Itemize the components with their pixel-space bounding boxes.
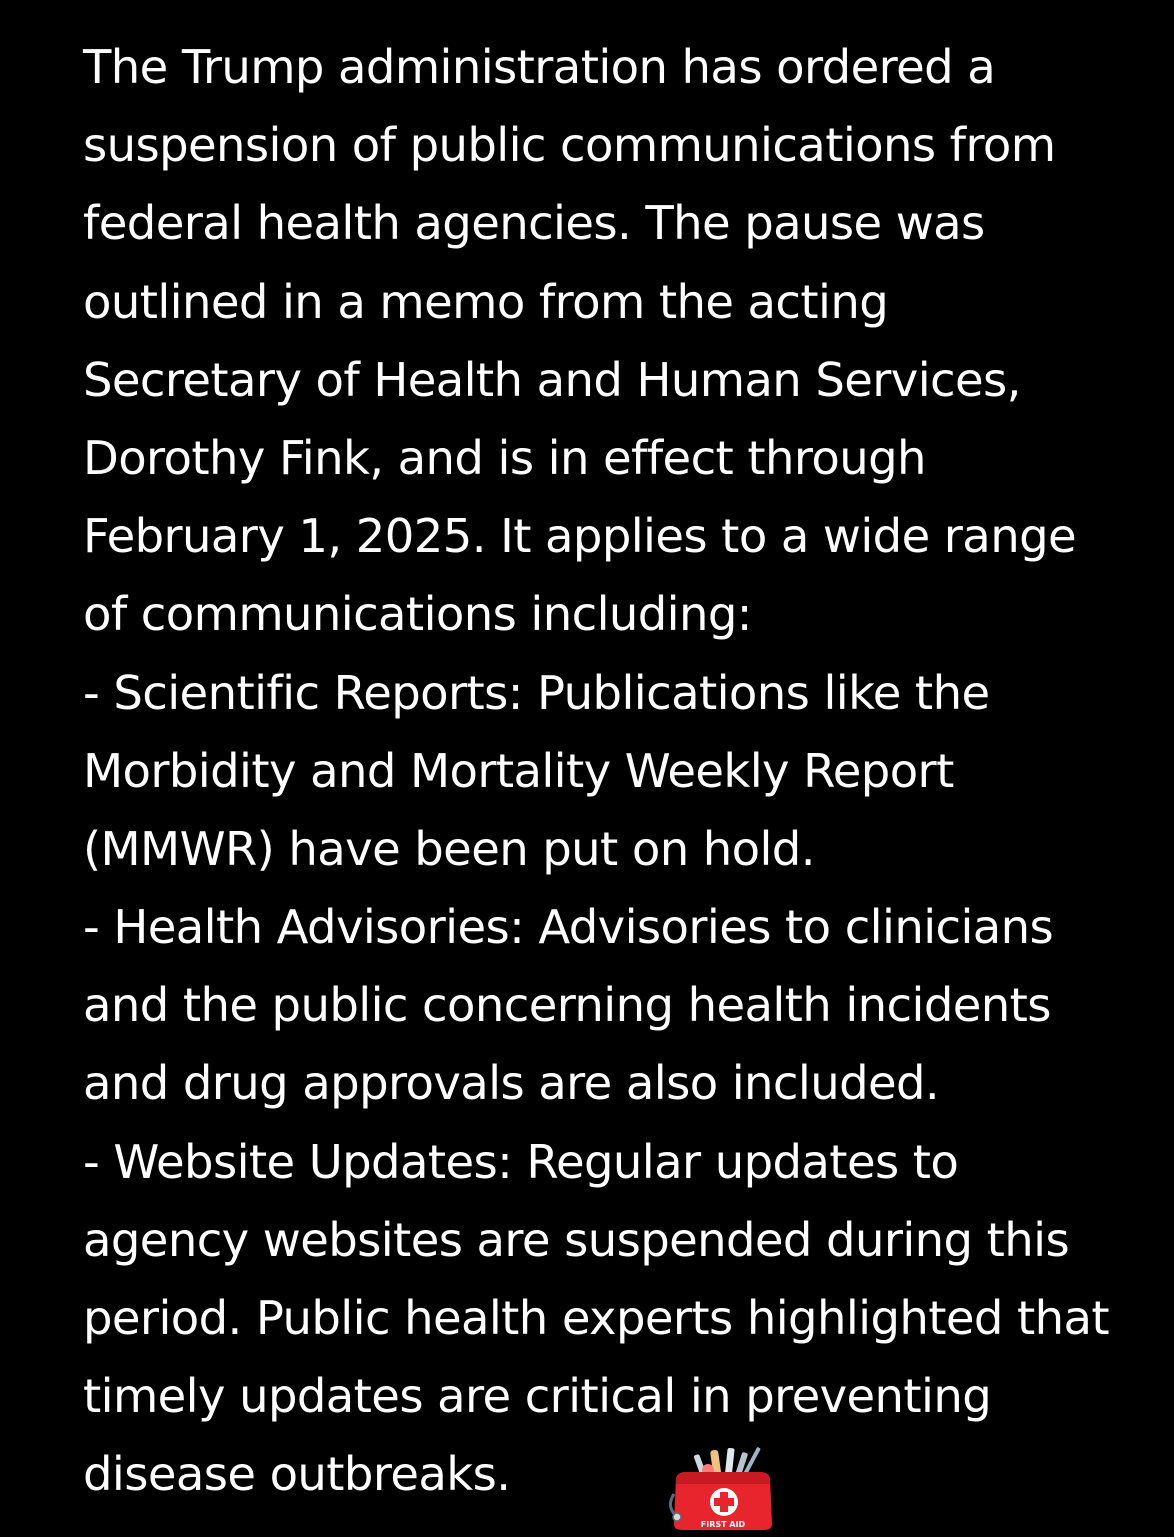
- note-line: Dorothy Fink, and is in effect through: [83, 430, 926, 485]
- note-line: and the public concerning health incidents: [83, 978, 1051, 1033]
- note-line: suspension of public communications from: [83, 118, 1056, 173]
- first-aid-label: FIRST AID: [700, 1520, 746, 1529]
- note-line: Secretary of Health and Human Services,: [83, 352, 1021, 407]
- note-line: - Website Updates: Regular updates to: [83, 1134, 959, 1189]
- first-aid-kit-icon: [668, 1444, 776, 1532]
- note-line: agency websites are suspended during this: [83, 1212, 1070, 1267]
- note-text: [83, 28, 1163, 1514]
- note-line: February 1, 2025. It applies to a wide range: [83, 509, 1076, 564]
- note-line: federal health agencies. The pause was: [83, 196, 985, 251]
- note-line: and drug approvals are also included.: [83, 1056, 940, 1111]
- note-line: (MMWR) have been put on hold.: [83, 821, 815, 876]
- note-line: Morbidity and Mortality Weekly Report: [83, 743, 954, 798]
- note-line: - Health Advisories: Advisories to clinicians: [83, 900, 1054, 955]
- note-line: disease outbreaks.: [83, 1447, 511, 1502]
- note-line: period. Public health experts highlighted that: [83, 1291, 1110, 1345]
- note-line: outlined in a memo from the acting: [83, 274, 889, 329]
- note-line: - Scientific Reports: Publications like the: [83, 665, 990, 720]
- note-line: timely updates are critical in preventing: [83, 1369, 992, 1424]
- note-line: The Trump administration has ordered a: [83, 40, 996, 94]
- note-line: of communications including:: [83, 587, 752, 642]
